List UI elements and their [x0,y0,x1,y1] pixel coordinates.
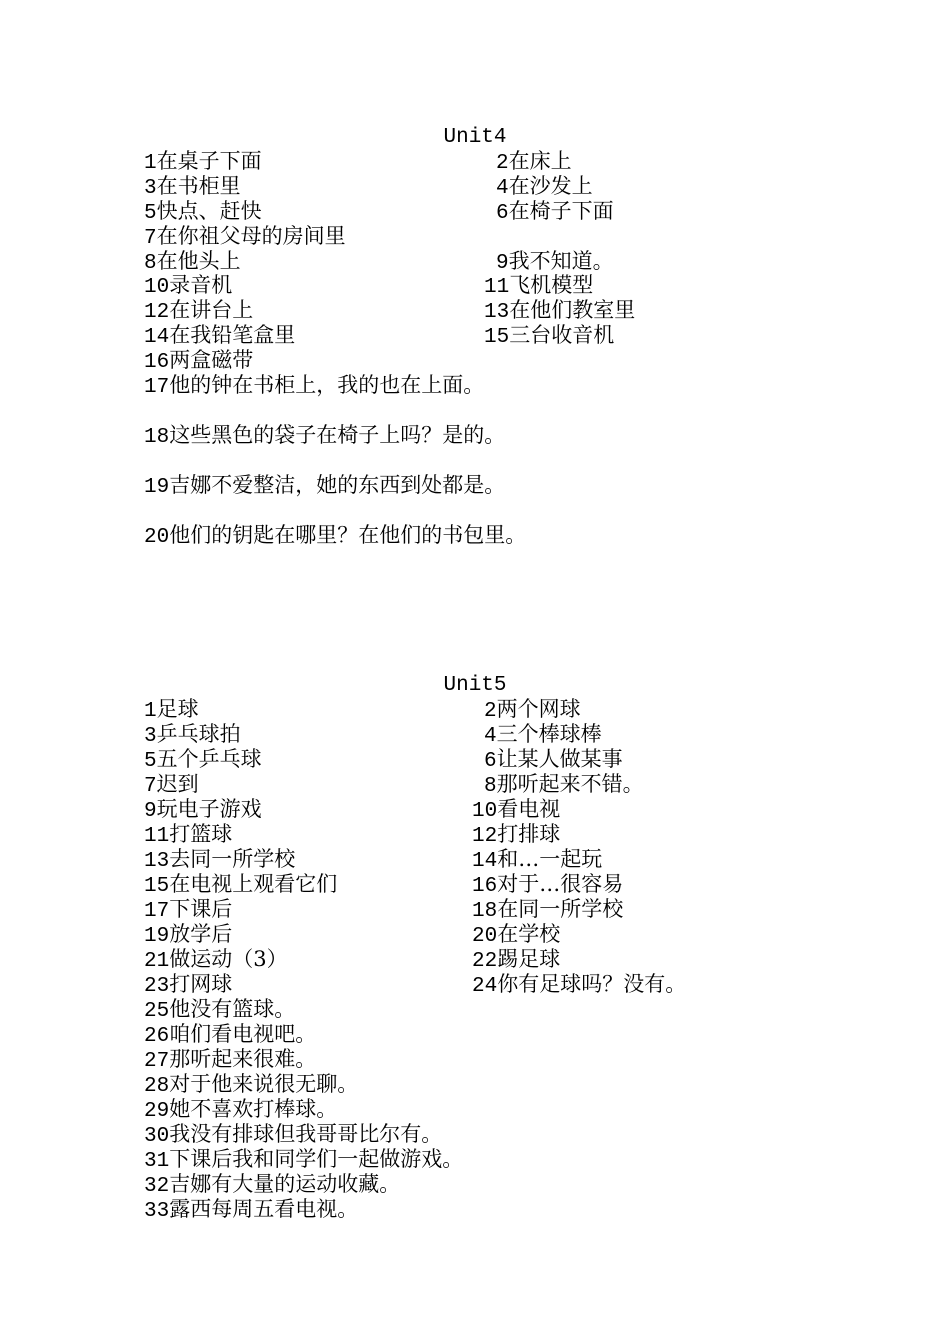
unit4-right-item: 15三台收音机 [484,323,615,349]
unit5-right-item: 24你有足球吗？没有。 [472,972,687,998]
unit4-title: Unit4 [443,126,507,149]
unit5-right-item: 22踢足球 [472,947,561,973]
unit4-left-item: 14在我铅笔盒里 [144,323,296,349]
unit5-left-item: 7迟到 [144,772,199,798]
unit5-left-item: 21做运动（3） [144,947,288,973]
unit5-sentence: 27那听起来很难。 [144,1047,317,1073]
unit5-right-item: 14和…一起玩 [472,847,603,873]
unit5-right-item: 18在同一所学校 [472,897,624,923]
unit5-right-item: 20在学校 [472,922,561,948]
unit4-right-item: 4在沙发上 [496,174,593,200]
unit5-right-item: 2两个网球 [484,697,581,723]
unit4-sentence: 17他的钟在书柜上，我的也在上面。 [144,373,485,399]
unit5-sentence: 32吉娜有大量的运动收藏。 [144,1172,401,1198]
unit5-right-item: 4三个棒球棒 [484,722,602,748]
unit4-left-item: 3在书柜里 [144,174,241,200]
unit4-sentence: 18这些黑色的袋子在椅子上吗？是的。 [144,423,506,449]
unit5-sentence: 33露西每周五看电视。 [144,1197,359,1223]
unit4-right-item: 2在床上 [496,149,572,175]
unit4-right-item: 9我不知道。 [496,249,614,275]
unit5-left-item: 19放学后 [144,922,233,948]
unit4-left-item: 5快点、赶快 [144,199,262,225]
unit5-right-item: 10看电视 [472,797,561,823]
unit4-right-item: 6在椅子下面 [496,199,614,225]
unit5-sentence: 30我没有排球但我哥哥比尔有。 [144,1122,443,1148]
unit5-right-item: 12打排球 [472,822,561,848]
unit5-left-item: 13去同一所学校 [144,847,296,873]
unit5-right-item: 6让某人做某事 [484,747,623,773]
unit4-left-item: 1在桌子下面 [144,149,262,175]
unit5-sentence: 28对于他来说很无聊。 [144,1072,359,1098]
unit4-sentence: 19吉娜不爱整洁，她的东西到处都是。 [144,473,506,499]
unit5-title: Unit5 [443,674,507,697]
unit5-sentence: 31下课后我和同学们一起做游戏。 [144,1147,464,1173]
unit4-left-item: 8在他头上 [144,249,241,275]
unit5-left-item: 11打篮球 [144,822,233,848]
unit4-right-item: 13在他们教室里 [484,298,636,324]
unit5-left-item: 5五个乒乓球 [144,747,262,773]
unit5-left-item: 17下课后 [144,897,233,923]
unit4-left-item: 7在你祖父母的房间里 [144,224,346,250]
unit4-right-item: 11飞机模型 [484,273,594,299]
unit4-sentence: 20他们的钥匙在哪里？在他们的书包里。 [144,523,527,549]
unit5-right-item: 8那听起来不错。 [484,772,644,798]
unit5-left-item: 9玩电子游戏 [144,797,262,823]
unit5-left-item: 23打网球 [144,972,233,998]
unit4-left-item: 12在讲台上 [144,298,254,324]
unit5-left-item: 1足球 [144,697,199,723]
unit4-left-item: 16两盒磁带 [144,348,254,374]
unit5-left-item: 3乒乓球拍 [144,722,241,748]
unit5-sentence: 26咱们看电视吧。 [144,1022,317,1048]
unit5-left-item: 15在电视上观看它们 [144,872,338,898]
unit5-right-item: 16对于…很容易 [472,872,624,898]
unit5-sentence: 25他没有篮球。 [144,997,296,1023]
unit4-left-item: 10录音机 [144,273,233,299]
unit5-sentence: 29她不喜欢打棒球。 [144,1097,338,1123]
